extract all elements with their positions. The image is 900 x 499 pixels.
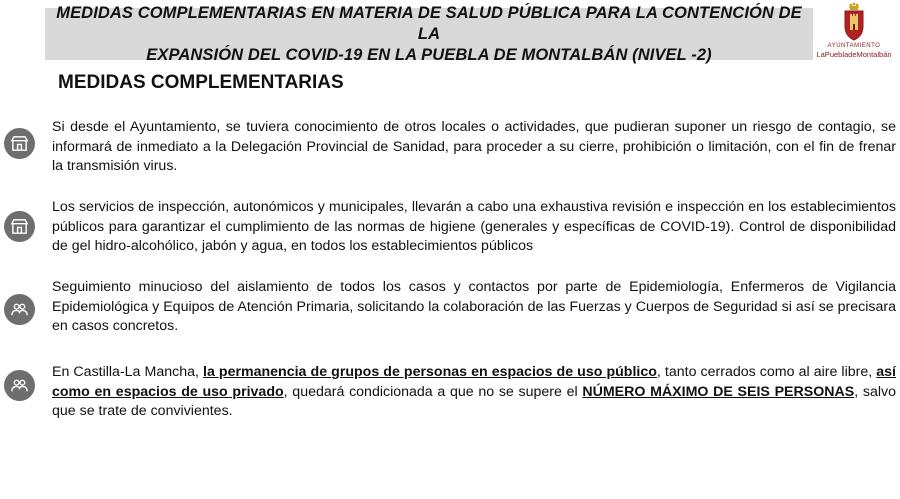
measure-text-4	[52, 363, 896, 422]
measure-4-highlight-private-spaces: así como en espacios de uso privado	[52, 364, 896, 400]
measure-4-seg1: En Castilla-La Mancha,	[52, 364, 204, 380]
measure-text-3: Seguimiento minucioso del aislamiento de todos los casos y contactos por parte de Epidemiología, Enfermeros de Vigilancia Epidemiológica y Equipos de Atención Primaria, solicitando la colaboración de las Fuerzas y Cuerpos de Seguridad si así se precisara en casos concretos.	[52, 279, 896, 334]
storefront-icon	[4, 128, 35, 159]
logo-text-town: LaPuebladeMontalbán	[816, 50, 892, 59]
municipal-logo	[812, 2, 896, 62]
logo-text-ayuntamiento: AYUNTAMIENTO	[827, 43, 881, 49]
measure-4-seg7: , salvo que se trate de convivientes.	[52, 383, 896, 419]
people-group-icon	[4, 370, 35, 401]
storefront-icon	[4, 211, 35, 242]
header-banner	[45, 3, 813, 64]
measure-4-highlight-max-six: NÚMERO MÁXIMO DE SEIS PERSONAS	[582, 383, 855, 400]
measure-4-seg5: , quedará condicionada a que no se supere el	[283, 383, 583, 400]
header-title-line2: EXPANSIÓN DEL COVID-19 EN LA PUEBLA DE MONTALBÁN (NIVEL -2)	[146, 45, 712, 64]
coat-of-arms-icon	[839, 2, 869, 42]
header-title	[45, 3, 813, 66]
section-title: MEDIDAS COMPLEMENTARIAS	[58, 72, 344, 93]
people-group-icon	[4, 294, 35, 325]
measure-text-2: Los servicios de inspección, autonómicos y municipales, llevarán a cabo una exhaustiva revisión e inspección en los establecimientos públicos para garantizar el cumplimiento de las normas de higiene (generales y específicas de COVID-19). Control de disponibilidad de gel hidro-alcohólico, jabón y agua, en todos los establecimientos públicos	[52, 199, 896, 254]
measure-text-1: Si desde el Ayuntamiento, se tuviera conocimiento de otros locales o actividades, que pudieran suponer un riesgo de contagio, se informará de inmediato a la Delegación Provincial de Sanidad, para proceder a su cierre, prohibición o limitación, con el fin de frenar la transmisión virus.	[52, 119, 896, 174]
measure-4-seg3: , tanto cerrados como al aire libre,	[656, 364, 877, 380]
measure-4-highlight-public-spaces: la permanencia de grupos de personas en espacios de uso público	[203, 364, 657, 380]
header-title-line1: MEDIDAS COMPLEMENTARIAS EN MATERIA DE SALUD PÚBLICA PARA LA CONTENCIÓN DE LA	[56, 3, 802, 43]
